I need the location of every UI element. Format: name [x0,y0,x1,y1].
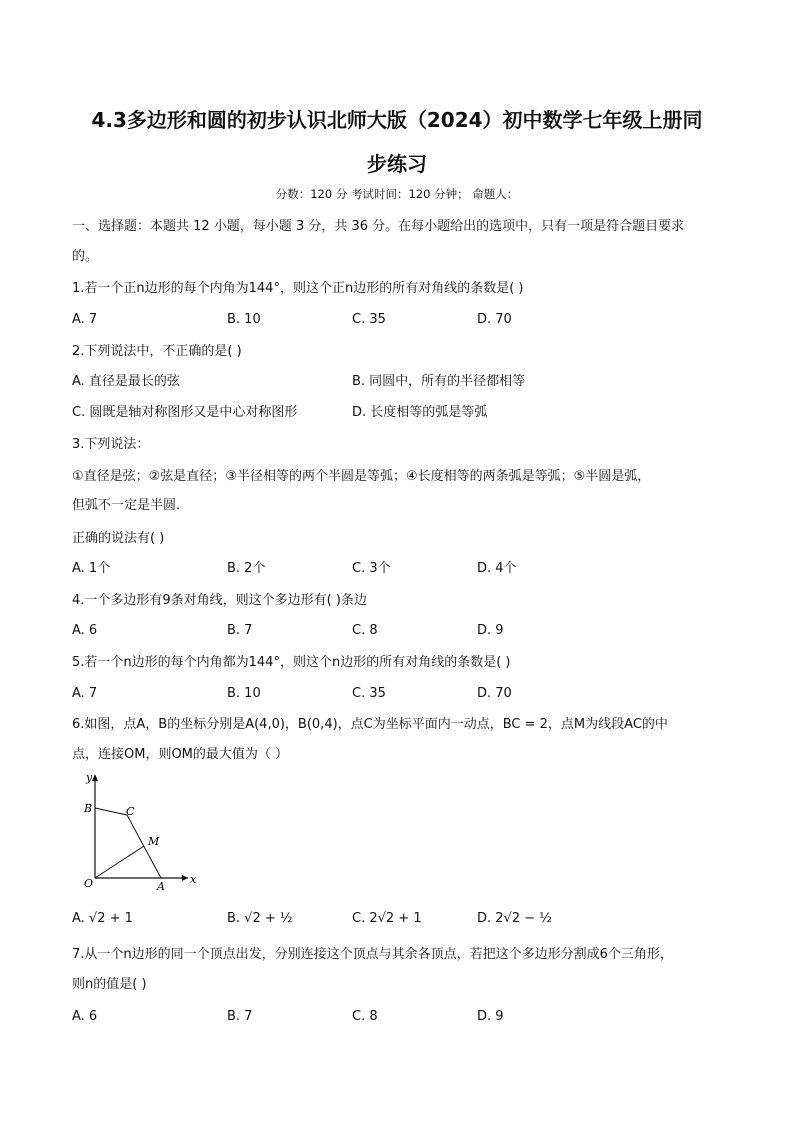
q2-option-a: A. 直径是最长的弦 [72,374,180,389]
q2-option-d: D. 长度相等的弧是等弧 [352,405,488,420]
q3-option-d: D. 4个 [477,561,517,576]
q4-option-c: C. 8 [352,623,378,638]
q3-statements-line-2: 但弧不一定是半圆. [72,498,181,513]
q1-stem: 1.若一个正n边形的每个内角为144°，则这个正n边形的所有对角线的条数是( ) [72,281,524,296]
q1-option-b: B. 10 [227,312,261,327]
doc-title-line-1: 4.3多边形和圆的初步认识北师大版（2024）初中数学七年级上册同 [91,108,703,132]
q4-option-b: B. 7 [227,623,253,638]
x-axis-arrow-icon [182,875,188,881]
q3-option-c: C. 3个 [352,561,391,576]
q3-question: 正确的说法有( ) [72,531,165,546]
label-m: M [148,835,160,848]
exam-meta: 分数：120 分 考试时间：120 分钟； 命题人： [275,187,519,201]
q6-option-c: C. 2√2 + 1 [352,911,422,926]
label-a: A [157,880,165,893]
section-heading-line-2: 的。 [72,249,99,264]
segment-om [95,846,144,878]
label-c: C [126,805,135,818]
q1-option-c: C. 35 [352,312,386,327]
q6-option-b: B. √2 + ½ [227,911,293,926]
q2-stem: 2.下列说法中，不正确的是( ) [72,344,242,359]
q5-option-d: D. 70 [477,686,512,701]
label-o: O [84,877,94,890]
q7-option-d: D. 9 [477,1009,504,1024]
doc-title-line-2: 步练习 [367,152,427,176]
section-heading-line-1: 一、选择题：本题共 12 小题，每小题 3 分，共 36 分。在每小题给出的选项中，只有一项是符合题目要求 [72,219,685,234]
q6-option-d: D. 2√2 − ½ [477,911,552,926]
q3-option-b: B. 2个 [227,561,266,576]
q6-coordinate-figure [70,768,200,894]
q4-option-a: A. 6 [72,623,98,638]
q7-stem: 7.从一个n边形的同一个顶点出发，分别连接这个顶点与其余各顶点，若把这个多边形分割成6个三角形， [72,947,673,962]
q4-stem: 4.一个多边形有9条对角线，则这个多边形有( )条边 [72,593,367,608]
q4-option-d: D. 9 [477,623,504,638]
q1-option-d: D. 70 [477,312,512,327]
q6-stem-line-2: 点，连接OM，则OM的最大值为（ ） [72,747,289,762]
q5-stem: 5.若一个n边形的每个内角都为144°，则这个n边形的所有对角线的条数是( ) [72,655,511,670]
q5-option-b: B. 10 [227,686,261,701]
q6-stem: 6.如图，点A，B的坐标分别是A(4,0)，B(0,4)，点C为坐标平面内一动点，BC = 2，点M为线段AC的中 [72,717,668,732]
y-axis-arrow-icon [92,774,98,781]
label-y: y [86,771,93,784]
q1-option-a: A. 7 [72,312,98,327]
q7-option-a: A. 6 [72,1009,98,1024]
label-b: B [84,802,93,815]
q7-option-b: B. 7 [227,1009,253,1024]
q2-option-c: C. 圆既是轴对称图形又是中心对称图形 [72,405,298,420]
q3-stem: 3.下列说法： [72,437,150,452]
q3-option-a: A. 1个 [72,561,111,576]
label-x: x [190,873,197,886]
q7-stem-line-2: 则n的值是( ) [72,977,147,992]
q5-option-a: A. 7 [72,686,98,701]
segment-bc [95,808,127,815]
q3-statements-line-1: ①直径是弦；②弦是直径；③半径相等的两个半圆是等弧；④长度相等的两条弧是等弧；⑤半圆是弧， [72,469,651,484]
q7-option-c: C. 8 [352,1009,378,1024]
q5-option-c: C. 35 [352,686,386,701]
q6-option-a: A. √2 + 1 [72,911,133,926]
q2-option-b: B. 同圆中，所有的半径都相等 [352,374,526,389]
